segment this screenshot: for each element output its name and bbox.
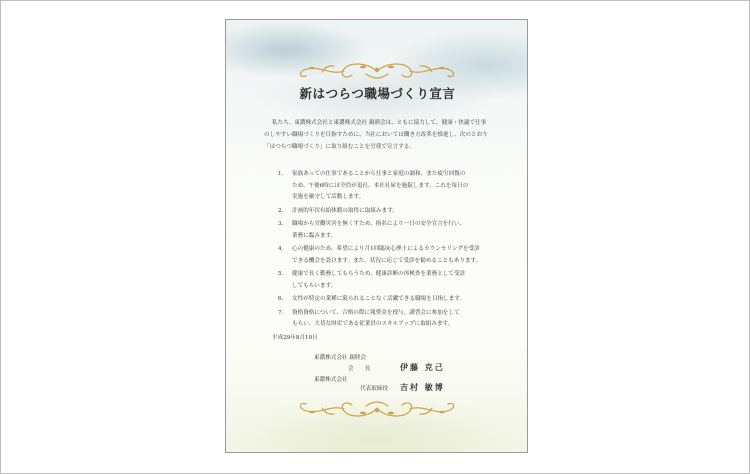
item-line: 業務に臨みます。 xyxy=(292,232,337,239)
signatory-name-2: 吉村 敏博 xyxy=(400,382,445,392)
item-line: できる機会を設けます。また、状況に応じて受診を勧めることもあります。 xyxy=(292,257,482,264)
intro-line: 私たち、東濃株式会社と東濃株式会社 親睦会は、ともに協力して、健康・快適で仕事 xyxy=(272,120,487,126)
signatory-org-2: 東濃株式会社 xyxy=(314,377,348,383)
item-line: してもらいます。 xyxy=(292,282,337,289)
signatory-title-2: 代表取締役 xyxy=(360,386,388,392)
item-number: 4. xyxy=(278,246,284,252)
item-line: ため、午後6時には全員が退社、本社社屋を施錠します。これを毎日の xyxy=(292,182,469,189)
declaration-item xyxy=(278,269,500,292)
intro-line: 「はつらつ職場づくり」に取り組むことを労使で宣言する。 xyxy=(264,144,415,150)
item-number: 5. xyxy=(278,271,284,277)
item-number: 7. xyxy=(278,309,284,316)
item-line: 女性が特定の業種に限られることなく活躍できる職場を目指します。 xyxy=(292,296,465,302)
item-number: 1. xyxy=(278,171,284,177)
declaration-item xyxy=(278,206,500,218)
declaration-item xyxy=(278,308,500,331)
declaration-item xyxy=(278,219,500,242)
declaration-items xyxy=(278,169,500,331)
item-number: 3. xyxy=(278,221,284,227)
item-number: 6. xyxy=(278,296,284,302)
signatory-org-1: 東濃株式会社 親睦会 xyxy=(314,355,367,361)
declaration-date: 平成29年8月10日 xyxy=(272,335,318,341)
item-line: 健康で長く勤務してもらうため、健康診断の再検査を業務として受診 xyxy=(292,271,466,277)
item-line: 実施を厳守して活動します。 xyxy=(292,194,365,200)
gold-ornament-bottom xyxy=(226,394,528,424)
intro-line: のしやすい職場づくりを目指すために、当社においては働き方改革を推進し、次のとおり xyxy=(264,132,488,138)
item-line: 心の健康のため、希望により月1回臨床心理士によるカウンセリングを受診 xyxy=(292,246,480,252)
declaration-document xyxy=(225,19,528,453)
declaration-item xyxy=(278,294,500,306)
declaration-item xyxy=(278,169,500,204)
item-line: 計画的年次有給休暇の取得に取組みます。 xyxy=(292,207,398,214)
signatory-title-1: 会 長 xyxy=(348,366,371,372)
item-number: 2. xyxy=(278,207,284,214)
intro-paragraph xyxy=(264,117,496,153)
item-line: 家族あっての仕事であることから仕事と家庭の調和、また疲労回復の xyxy=(292,171,466,177)
item-line: 職場から労働災害を無くすため、指名により一日の安全宣言を行い、 xyxy=(292,221,466,227)
item-line: もらい、大切な財産である従業員のスキルアップに取組みます。 xyxy=(292,321,454,327)
gold-ornament-top xyxy=(226,56,528,86)
declaration-item xyxy=(278,244,500,267)
document-title: 新はつらつ職場づくり宣言 xyxy=(299,86,456,101)
signatory-name-1: 伊藤 克己 xyxy=(400,362,445,372)
item-line: 資格資格について、合格の際に報奨金を授与、講習会に参加をして xyxy=(292,309,460,316)
